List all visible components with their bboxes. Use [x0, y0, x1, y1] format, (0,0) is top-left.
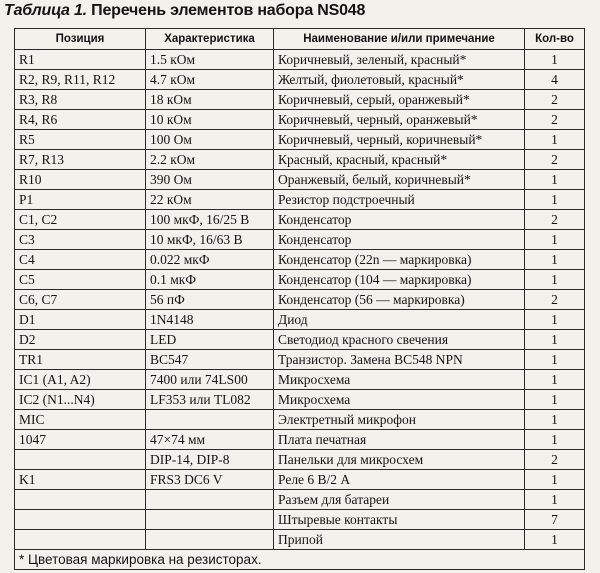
cell-characteristic: 1N4148 — [146, 310, 274, 330]
table-row — [15, 110, 585, 130]
footnote: * Цветовая маркировка на резисторах. — [15, 550, 585, 570]
parts-table — [14, 28, 585, 570]
cell-characteristic — [146, 510, 274, 530]
table-row — [15, 330, 585, 350]
cell-characteristic — [146, 410, 274, 430]
cell-name: Конденсатор — [274, 210, 525, 230]
cell-characteristic: 18 кОм — [146, 90, 274, 110]
cell-characteristic: 7400 или 74LS00 — [146, 370, 274, 390]
cell-name: Разъем для батареи — [274, 490, 525, 510]
cell-qty: 1 — [525, 330, 585, 350]
cell-position: IC2 (N1...N4) — [15, 390, 146, 410]
table-row — [15, 270, 585, 290]
cell-characteristic: DIP-14, DIP-8 — [146, 450, 274, 470]
cell-name: Конденсатор (104 — маркировка) — [274, 270, 525, 290]
header-qty: Кол-во — [525, 29, 585, 50]
table-row — [15, 490, 585, 510]
cell-name: Панельки для микросхем — [274, 450, 525, 470]
table-row — [15, 450, 585, 470]
cell-name: Желтый, фиолетовый, красный* — [274, 70, 525, 90]
cell-characteristic: 2.2 кОм — [146, 150, 274, 170]
cell-qty: 1 — [525, 130, 585, 150]
cell-characteristic: LED — [146, 330, 274, 350]
footnote-row — [15, 550, 585, 570]
cell-characteristic: 0.1 мкФ — [146, 270, 274, 290]
table-row — [15, 250, 585, 270]
cell-characteristic: 100 Ом — [146, 130, 274, 150]
cell-characteristic: BC547 — [146, 350, 274, 370]
table-row — [15, 310, 585, 330]
cell-position: IC1 (A1, A2) — [15, 370, 146, 390]
cell-name: Микросхема — [274, 390, 525, 410]
table-row — [15, 130, 585, 150]
header-position: Позиция — [15, 29, 146, 50]
cell-qty: 1 — [525, 470, 585, 490]
table-row — [15, 410, 585, 430]
cell-qty: 4 — [525, 70, 585, 90]
caption-lead: Таблица 1. — [4, 2, 87, 19]
table-row — [15, 510, 585, 530]
cell-characteristic: 0.022 мкФ — [146, 250, 274, 270]
cell-qty: 1 — [525, 310, 585, 330]
header-characteristic: Характеристика — [146, 29, 274, 50]
cell-position — [15, 450, 146, 470]
cell-name: Конденсатор — [274, 230, 525, 250]
cell-position: C1, C2 — [15, 210, 146, 230]
cell-characteristic: 22 кОм — [146, 190, 274, 210]
cell-name: Конденсатор (56 — маркировка) — [274, 290, 525, 310]
cell-characteristic: 10 мкФ, 16/63 В — [146, 230, 274, 250]
cell-qty: 1 — [525, 270, 585, 290]
cell-name: Реле 6 В/2 А — [274, 470, 525, 490]
cell-position — [15, 510, 146, 530]
cell-qty: 2 — [525, 210, 585, 230]
cell-name: Резистор подстроечный — [274, 190, 525, 210]
cell-name: Транзистор. Замена BC548 NPN — [274, 350, 525, 370]
table-row — [15, 530, 585, 550]
cell-characteristic: 4.7 кОм — [146, 70, 274, 90]
cell-name: Коричневый, серый, оранжевый* — [274, 90, 525, 110]
cell-position: P1 — [15, 190, 146, 210]
cell-characteristic — [146, 530, 274, 550]
table-body — [15, 50, 585, 550]
cell-name: Коричневый, черный, коричневый* — [274, 130, 525, 150]
cell-name: Красный, красный, красный* — [274, 150, 525, 170]
table-row — [15, 470, 585, 490]
cell-name: Светодиод красного свечения — [274, 330, 525, 350]
cell-qty: 1 — [525, 50, 585, 70]
cell-position: R7, R13 — [15, 150, 146, 170]
cell-characteristic: 100 мкФ, 16/25 В — [146, 210, 274, 230]
cell-characteristic — [146, 490, 274, 510]
cell-position: R3, R8 — [15, 90, 146, 110]
cell-name: Диод — [274, 310, 525, 330]
cell-position: R2, R9, R11, R12 — [15, 70, 146, 90]
cell-characteristic: 390 Ом — [146, 170, 274, 190]
table-row — [15, 370, 585, 390]
cell-position: R4, R6 — [15, 110, 146, 130]
cell-qty: 2 — [525, 450, 585, 470]
table-row — [15, 170, 585, 190]
cell-position: C6, C7 — [15, 290, 146, 310]
table-row — [15, 430, 585, 450]
cell-position: D2 — [15, 330, 146, 350]
cell-position: C5 — [15, 270, 146, 290]
cell-position: R5 — [15, 130, 146, 150]
cell-qty: 1 — [525, 350, 585, 370]
cell-qty: 1 — [525, 390, 585, 410]
cell-position: TR1 — [15, 350, 146, 370]
table-caption — [4, 2, 365, 20]
header-row — [15, 29, 585, 50]
table-row — [15, 70, 585, 90]
cell-qty: 1 — [525, 250, 585, 270]
cell-characteristic: 56 пФ — [146, 290, 274, 310]
cell-name: Микросхема — [274, 370, 525, 390]
cell-qty: 1 — [525, 370, 585, 390]
cell-characteristic: 10 кОм — [146, 110, 274, 130]
cell-position: D1 — [15, 310, 146, 330]
cell-characteristic: 1.5 кОм — [146, 50, 274, 70]
caption-title: Перечень элементов набора NS048 — [91, 2, 366, 19]
table-row — [15, 350, 585, 370]
cell-characteristic: 47×74 мм — [146, 430, 274, 450]
cell-position: R10 — [15, 170, 146, 190]
cell-qty: 1 — [525, 190, 585, 210]
cell-name: Припой — [274, 530, 525, 550]
table-row — [15, 290, 585, 310]
cell-characteristic: LF353 или TL082 — [146, 390, 274, 410]
cell-position: MIC — [15, 410, 146, 430]
cell-position: 1047 — [15, 430, 146, 450]
cell-qty: 1 — [525, 410, 585, 430]
cell-position: C3 — [15, 230, 146, 250]
cell-qty: 1 — [525, 430, 585, 450]
cell-qty: 2 — [525, 290, 585, 310]
cell-qty: 2 — [525, 150, 585, 170]
cell-name: Конденсатор (22n — маркировка) — [274, 250, 525, 270]
cell-qty: 2 — [525, 90, 585, 110]
cell-name: Плата печатная — [274, 430, 525, 450]
cell-qty: 1 — [525, 530, 585, 550]
table-row — [15, 230, 585, 250]
header-name: Наименование и/или примечание — [274, 29, 525, 50]
cell-qty: 1 — [525, 230, 585, 250]
cell-qty: 7 — [525, 510, 585, 530]
table-row — [15, 90, 585, 110]
cell-position — [15, 530, 146, 550]
cell-position: R1 — [15, 50, 146, 70]
table-row — [15, 190, 585, 210]
cell-position — [15, 490, 146, 510]
cell-name: Электретный микрофон — [274, 410, 525, 430]
cell-position: K1 — [15, 470, 146, 490]
table-row — [15, 390, 585, 410]
cell-name: Штыревые контакты — [274, 510, 525, 530]
cell-characteristic: FRS3 DC6 V — [146, 470, 274, 490]
cell-name: Коричневый, зеленый, красный* — [274, 50, 525, 70]
cell-position: C4 — [15, 250, 146, 270]
table-row — [15, 50, 585, 70]
cell-qty: 2 — [525, 110, 585, 130]
cell-name: Коричневый, черный, оранжевый* — [274, 110, 525, 130]
cell-name: Оранжевый, белый, коричневый* — [274, 170, 525, 190]
cell-qty: 1 — [525, 490, 585, 510]
cell-qty: 1 — [525, 170, 585, 190]
table-row — [15, 150, 585, 170]
table-row — [15, 210, 585, 230]
